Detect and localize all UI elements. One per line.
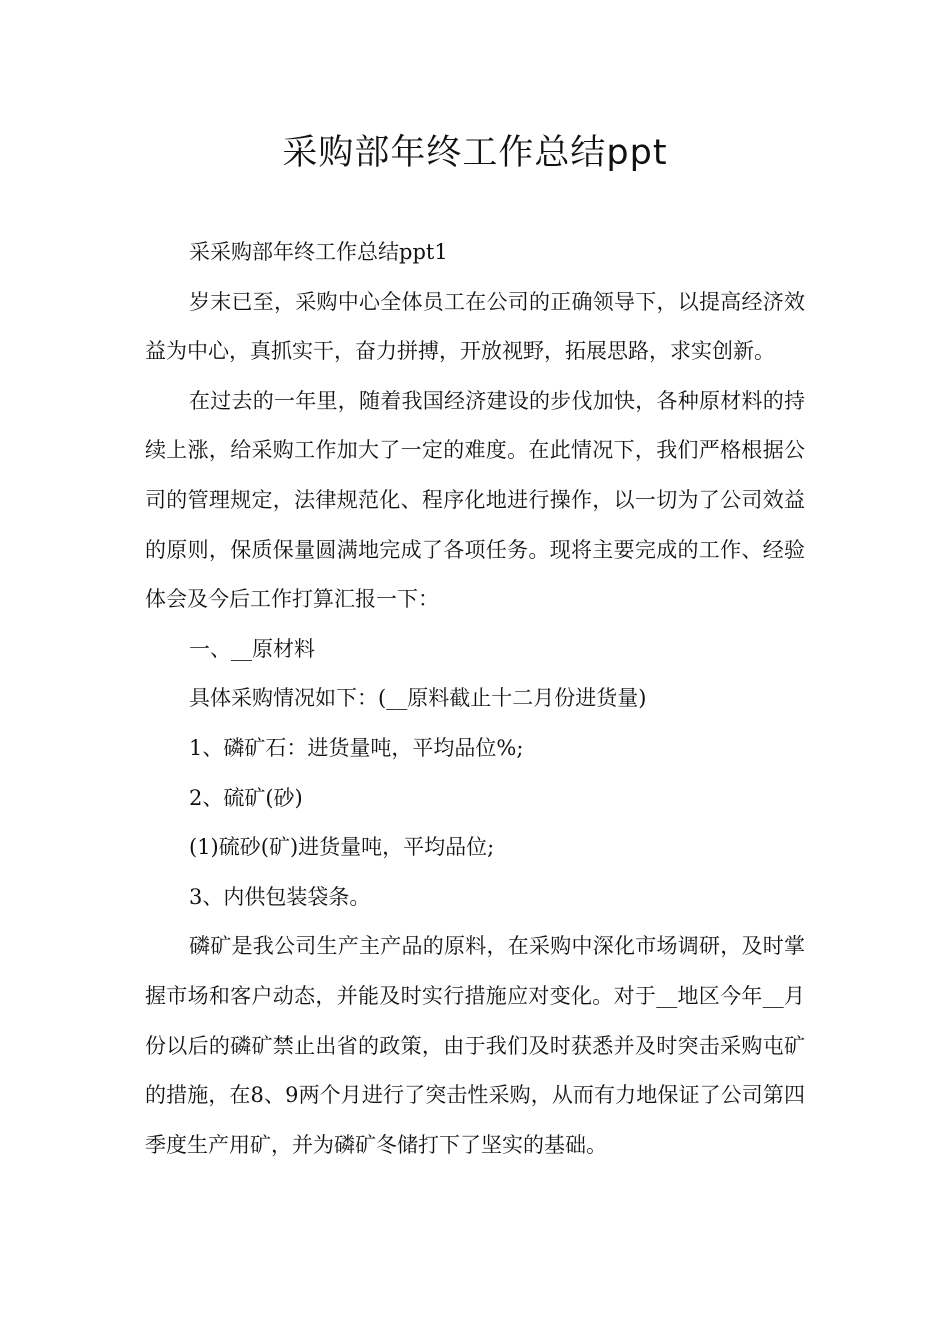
list-item-sulfur-ore: 2、硫矿(砂) bbox=[189, 785, 303, 810]
paragraph-purchase-details: 具体采购情况如下：(__原料截止十二月份进货量) bbox=[189, 686, 647, 711]
document-body bbox=[145, 228, 805, 1170]
document-title: 采购部年终工作总结ppt bbox=[282, 133, 668, 173]
list-item-sulfur-sand: (1)硫砂(矿)进货量吨，平均品位; bbox=[189, 835, 495, 860]
section-heading-raw-materials: 一、__原材料 bbox=[189, 636, 315, 661]
list-item-packaging: 3、内供包装袋条。 bbox=[189, 884, 371, 909]
paragraph-subtitle: 采采购部年终工作总结ppt1 bbox=[189, 240, 448, 264]
paragraph-intro: 岁末已至，采购中心全体员工在公司的正确领导下，以提高经济效益为中心，真抓实干，奋力拼搏，开放视野，拓展思路，求实创新。 bbox=[145, 289, 805, 364]
paragraph-overview: 在过去的一年里，随着我国经济建设的步伐加快，各种原材料的持续上涨，给采购工作加大了一定的难度。在此情况下，我们严格根据公司的管理规定，法律规范化、程序化地进行操作，以一切为了公司效益的原则，保质保量圆满地完成了各项任务。现将主要完成的工作、经验体会及今后工作打算汇报一下： bbox=[145, 388, 805, 612]
paragraph-phosphate-strategy: 磷矿是我公司生产主产品的原料，在采购中深化市场调研，及时掌握市场和客户动态，并能及时实行措施应对变化。对于__地区今年__月份以后的磷矿禁止出省的政策，由于我们及时获悉并及时突击采购屯矿的措施，在8、9两个月进行了突击性采购，从而有力地保证了公司第四季度生产用矿，并为磷矿冬储打下了坚实的基础。 bbox=[145, 934, 805, 1157]
list-item-phosphate-rock: 1、磷矿石：进货量吨，平均品位%; bbox=[189, 735, 524, 760]
